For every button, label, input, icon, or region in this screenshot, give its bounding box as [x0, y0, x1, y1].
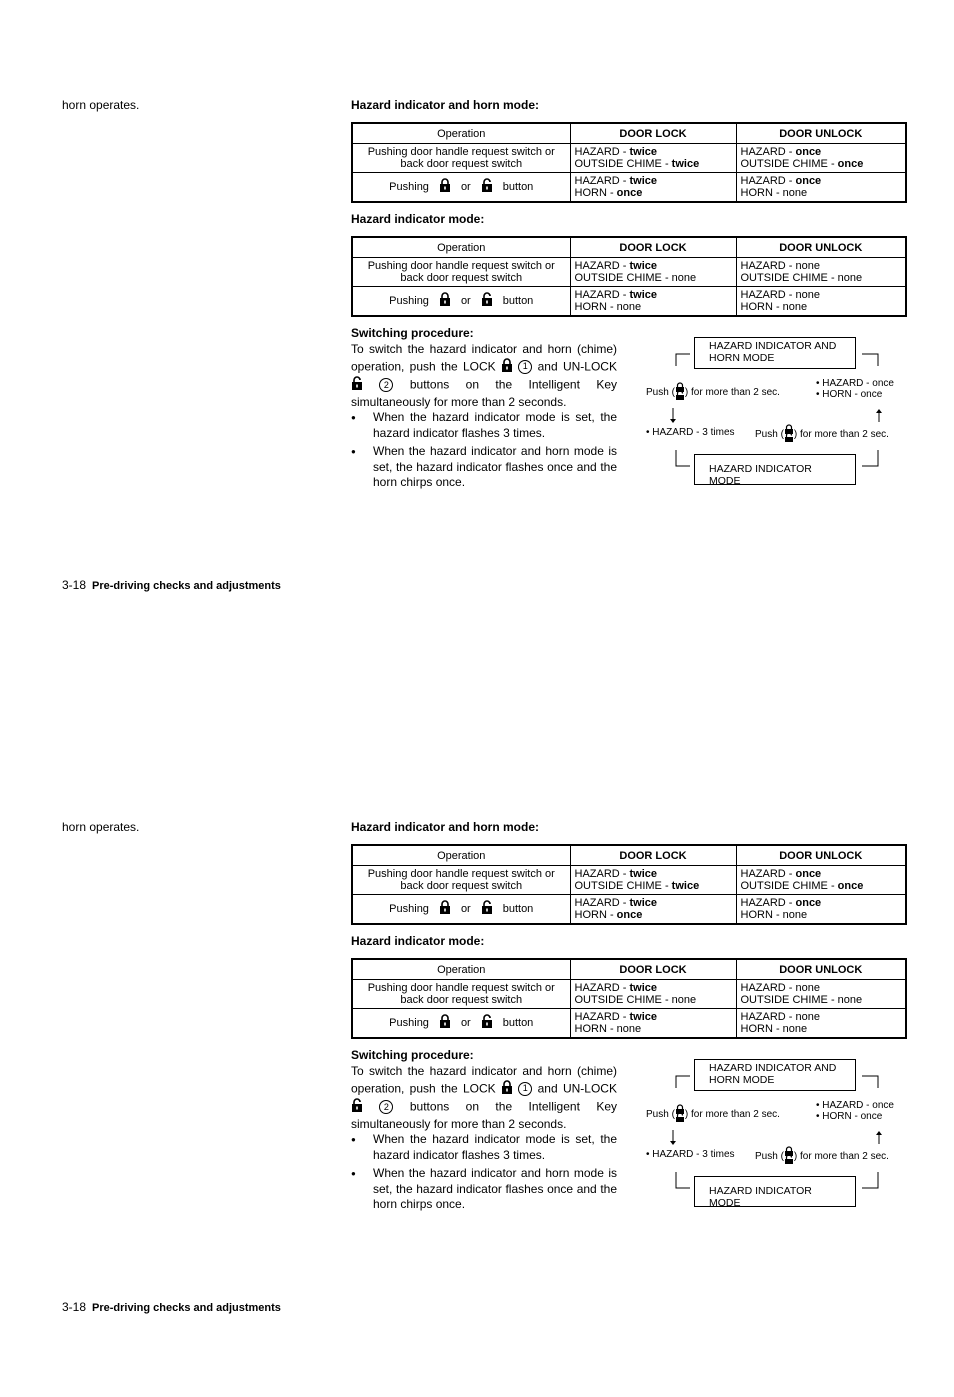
lock-cell: HAZARD - twice OUTSIDE CHIME - none	[570, 980, 736, 1009]
operation-cell: Pushing or button	[352, 173, 570, 202]
unlock-cell: HAZARD - none HORN - none	[736, 287, 906, 316]
col-door-lock: DOOR LOCK	[570, 123, 736, 144]
operation-cell: Pushing or button	[352, 895, 570, 924]
lock-unlock-icon	[784, 1146, 794, 1167]
push-unlock-instruction: Push ( ) for more than 2 sec.	[755, 424, 889, 445]
table-hazard-horn-mode	[351, 844, 907, 925]
lock-icon	[501, 1080, 513, 1099]
section-heading-switching: Switching procedure:	[351, 326, 474, 340]
list-item: ● When the hazard indicator mode is set, the hazard indicator flashes 3 times.	[351, 1132, 617, 1163]
lock-cell: HAZARD - twice HORN - none	[570, 287, 736, 316]
lock-icon	[439, 1014, 451, 1031]
lock-cell: HAZARD - twice OUTSIDE CHIME - twice	[570, 866, 736, 895]
unlock-cell: HAZARD - once HORN - none	[736, 173, 906, 202]
lock-cell: HAZARD - twice OUTSIDE CHIME - none	[570, 258, 736, 287]
unlock-cell: HAZARD - none OUTSIDE CHIME - none	[736, 980, 906, 1009]
table-row	[352, 866, 906, 895]
unlock-icon	[481, 178, 493, 195]
unlock-cell: HAZARD - once HORN - none	[736, 895, 906, 924]
section-heading-switching: Switching procedure:	[351, 1048, 474, 1062]
col-operation: Operation	[352, 845, 570, 866]
col-door-lock: DOOR LOCK	[570, 237, 736, 258]
horn-mode-note: • HAZARD - once • HORN - once	[816, 1100, 894, 1122]
unlock-cell: HAZARD - none HORN - none	[736, 1009, 906, 1038]
table-row	[352, 173, 906, 202]
col-door-lock: DOOR LOCK	[570, 845, 736, 866]
col-operation: Operation	[352, 237, 570, 258]
table-row	[352, 1009, 906, 1038]
lock-icon	[439, 292, 451, 309]
unlock-icon	[481, 1014, 493, 1031]
table-row	[352, 980, 906, 1009]
box-hazard-indicator-mode: HAZARD INDICATOR MODE	[694, 1176, 856, 1207]
operation-cell: Pushing door handle request switch or back door request switch	[352, 144, 570, 173]
box-hazard-indicator-mode: HAZARD INDICATOR MODE	[694, 454, 856, 485]
callout-number-1: 1	[518, 1082, 532, 1096]
unlock-cell: HAZARD - once OUTSIDE CHIME - once	[736, 866, 906, 895]
page-footer	[62, 578, 281, 592]
operation-cell: Pushing or button	[352, 287, 570, 316]
lead-text: horn operates.	[62, 98, 140, 112]
operation-cell: Pushing or button	[352, 1009, 570, 1038]
lock-icon	[439, 178, 451, 195]
lock-cell: HAZARD - twice HORN - once	[570, 173, 736, 202]
manual-page	[0, 722, 954, 1397]
switching-bullets	[351, 410, 617, 494]
lock-cell: HAZARD - twice HORN - none	[570, 1009, 736, 1038]
push-lock-instruction: Push ( ) for more than 2 sec.	[646, 382, 780, 403]
table-header-row	[352, 237, 906, 258]
callout-number-1: 1	[518, 360, 532, 374]
mode-switch-diagram	[640, 1052, 910, 1212]
table-row	[352, 895, 906, 924]
section-heading-horn-mode: Hazard indicator and horn mode:	[351, 820, 540, 834]
mode-switch-diagram	[640, 330, 910, 490]
callout-number-2: 2	[379, 378, 393, 392]
unlock-cell: HAZARD - none OUTSIDE CHIME - none	[736, 258, 906, 287]
section-heading-horn-mode: Hazard indicator and horn mode:	[351, 98, 540, 112]
list-item: ● When the hazard indicator mode is set, the hazard indicator flashes 3 times.	[351, 410, 617, 441]
list-item: ● When the hazard indicator and horn mode is set, the hazard indicator flashes once and the horn chirps once.	[351, 1166, 617, 1213]
table-hazard-mode	[351, 236, 907, 317]
switching-bullets	[351, 1132, 617, 1216]
col-door-unlock: DOOR UNLOCK	[736, 845, 906, 866]
table-header-row	[352, 845, 906, 866]
box-hazard-horn-mode: HAZARD INDICATOR AND HORN MODE	[694, 337, 856, 369]
push-unlock-instruction: Push ( ) for more than 2 sec.	[755, 1146, 889, 1167]
hazard-mode-note: • HAZARD - 3 times	[646, 1149, 735, 1160]
lock-icon	[501, 358, 513, 377]
table-hazard-horn-mode	[351, 122, 907, 203]
unlock-icon	[481, 900, 493, 917]
table-header-row	[352, 959, 906, 980]
lock-cell: HAZARD - twice OUTSIDE CHIME - twice	[570, 144, 736, 173]
unlock-icon	[351, 376, 363, 395]
callout-number-2: 2	[379, 1100, 393, 1114]
switching-paragraph: To switch the hazard indicator and horn (chime) operation, push the LOCK 1 and UN-LOCK 2 buttons on the Intelligent Key simultaneously for more than 2 seconds.	[351, 342, 618, 409]
unlock-icon	[351, 1098, 363, 1117]
table-row	[352, 144, 906, 173]
col-door-lock: DOOR LOCK	[570, 959, 736, 980]
col-operation: Operation	[352, 123, 570, 144]
table-row	[352, 287, 906, 316]
operation-cell: Pushing door handle request switch or back door request switch	[352, 980, 570, 1009]
page-number: 3-18	[62, 578, 87, 592]
section-heading-hazard-mode: Hazard indicator mode:	[351, 212, 485, 226]
lock-cell: HAZARD - twice HORN - once	[570, 895, 736, 924]
footer-section-title: Pre-driving checks and adjustments	[92, 580, 281, 592]
footer-section-title: Pre-driving checks and adjustments	[92, 1302, 281, 1314]
section-heading-hazard-mode: Hazard indicator mode:	[351, 934, 485, 948]
push-lock-instruction: Push ( ) for more than 2 sec.	[646, 1104, 780, 1125]
list-item: ● When the hazard indicator and horn mode is set, the hazard indicator flashes once and the horn chirps once.	[351, 444, 617, 491]
manual-page	[0, 0, 954, 675]
page-footer	[62, 1300, 281, 1314]
lock-unlock-icon	[784, 424, 794, 445]
col-door-unlock: DOOR UNLOCK	[736, 959, 906, 980]
box-hazard-horn-mode: HAZARD INDICATOR AND HORN MODE	[694, 1059, 856, 1091]
table-row	[352, 258, 906, 287]
table-header-row	[352, 123, 906, 144]
col-operation: Operation	[352, 959, 570, 980]
col-door-unlock: DOOR UNLOCK	[736, 237, 906, 258]
lock-unlock-icon	[675, 382, 685, 403]
lock-icon	[439, 900, 451, 917]
lead-text: horn operates.	[62, 820, 140, 834]
lock-unlock-icon	[675, 1104, 685, 1125]
col-door-unlock: DOOR UNLOCK	[736, 123, 906, 144]
unlock-cell: HAZARD - once OUTSIDE CHIME - once	[736, 144, 906, 173]
operation-cell: Pushing door handle request switch or back door request switch	[352, 866, 570, 895]
hazard-mode-note: • HAZARD - 3 times	[646, 427, 735, 438]
operation-cell: Pushing door handle request switch or back door request switch	[352, 258, 570, 287]
unlock-icon	[481, 292, 493, 309]
table-hazard-mode	[351, 958, 907, 1039]
horn-mode-note: • HAZARD - once • HORN - once	[816, 378, 894, 400]
page-number: 3-18	[62, 1300, 87, 1314]
switching-paragraph: To switch the hazard indicator and horn (chime) operation, push the LOCK 1 and UN-LOCK 2 buttons on the Intelligent Key simultaneously for more than 2 seconds.	[351, 1064, 618, 1131]
